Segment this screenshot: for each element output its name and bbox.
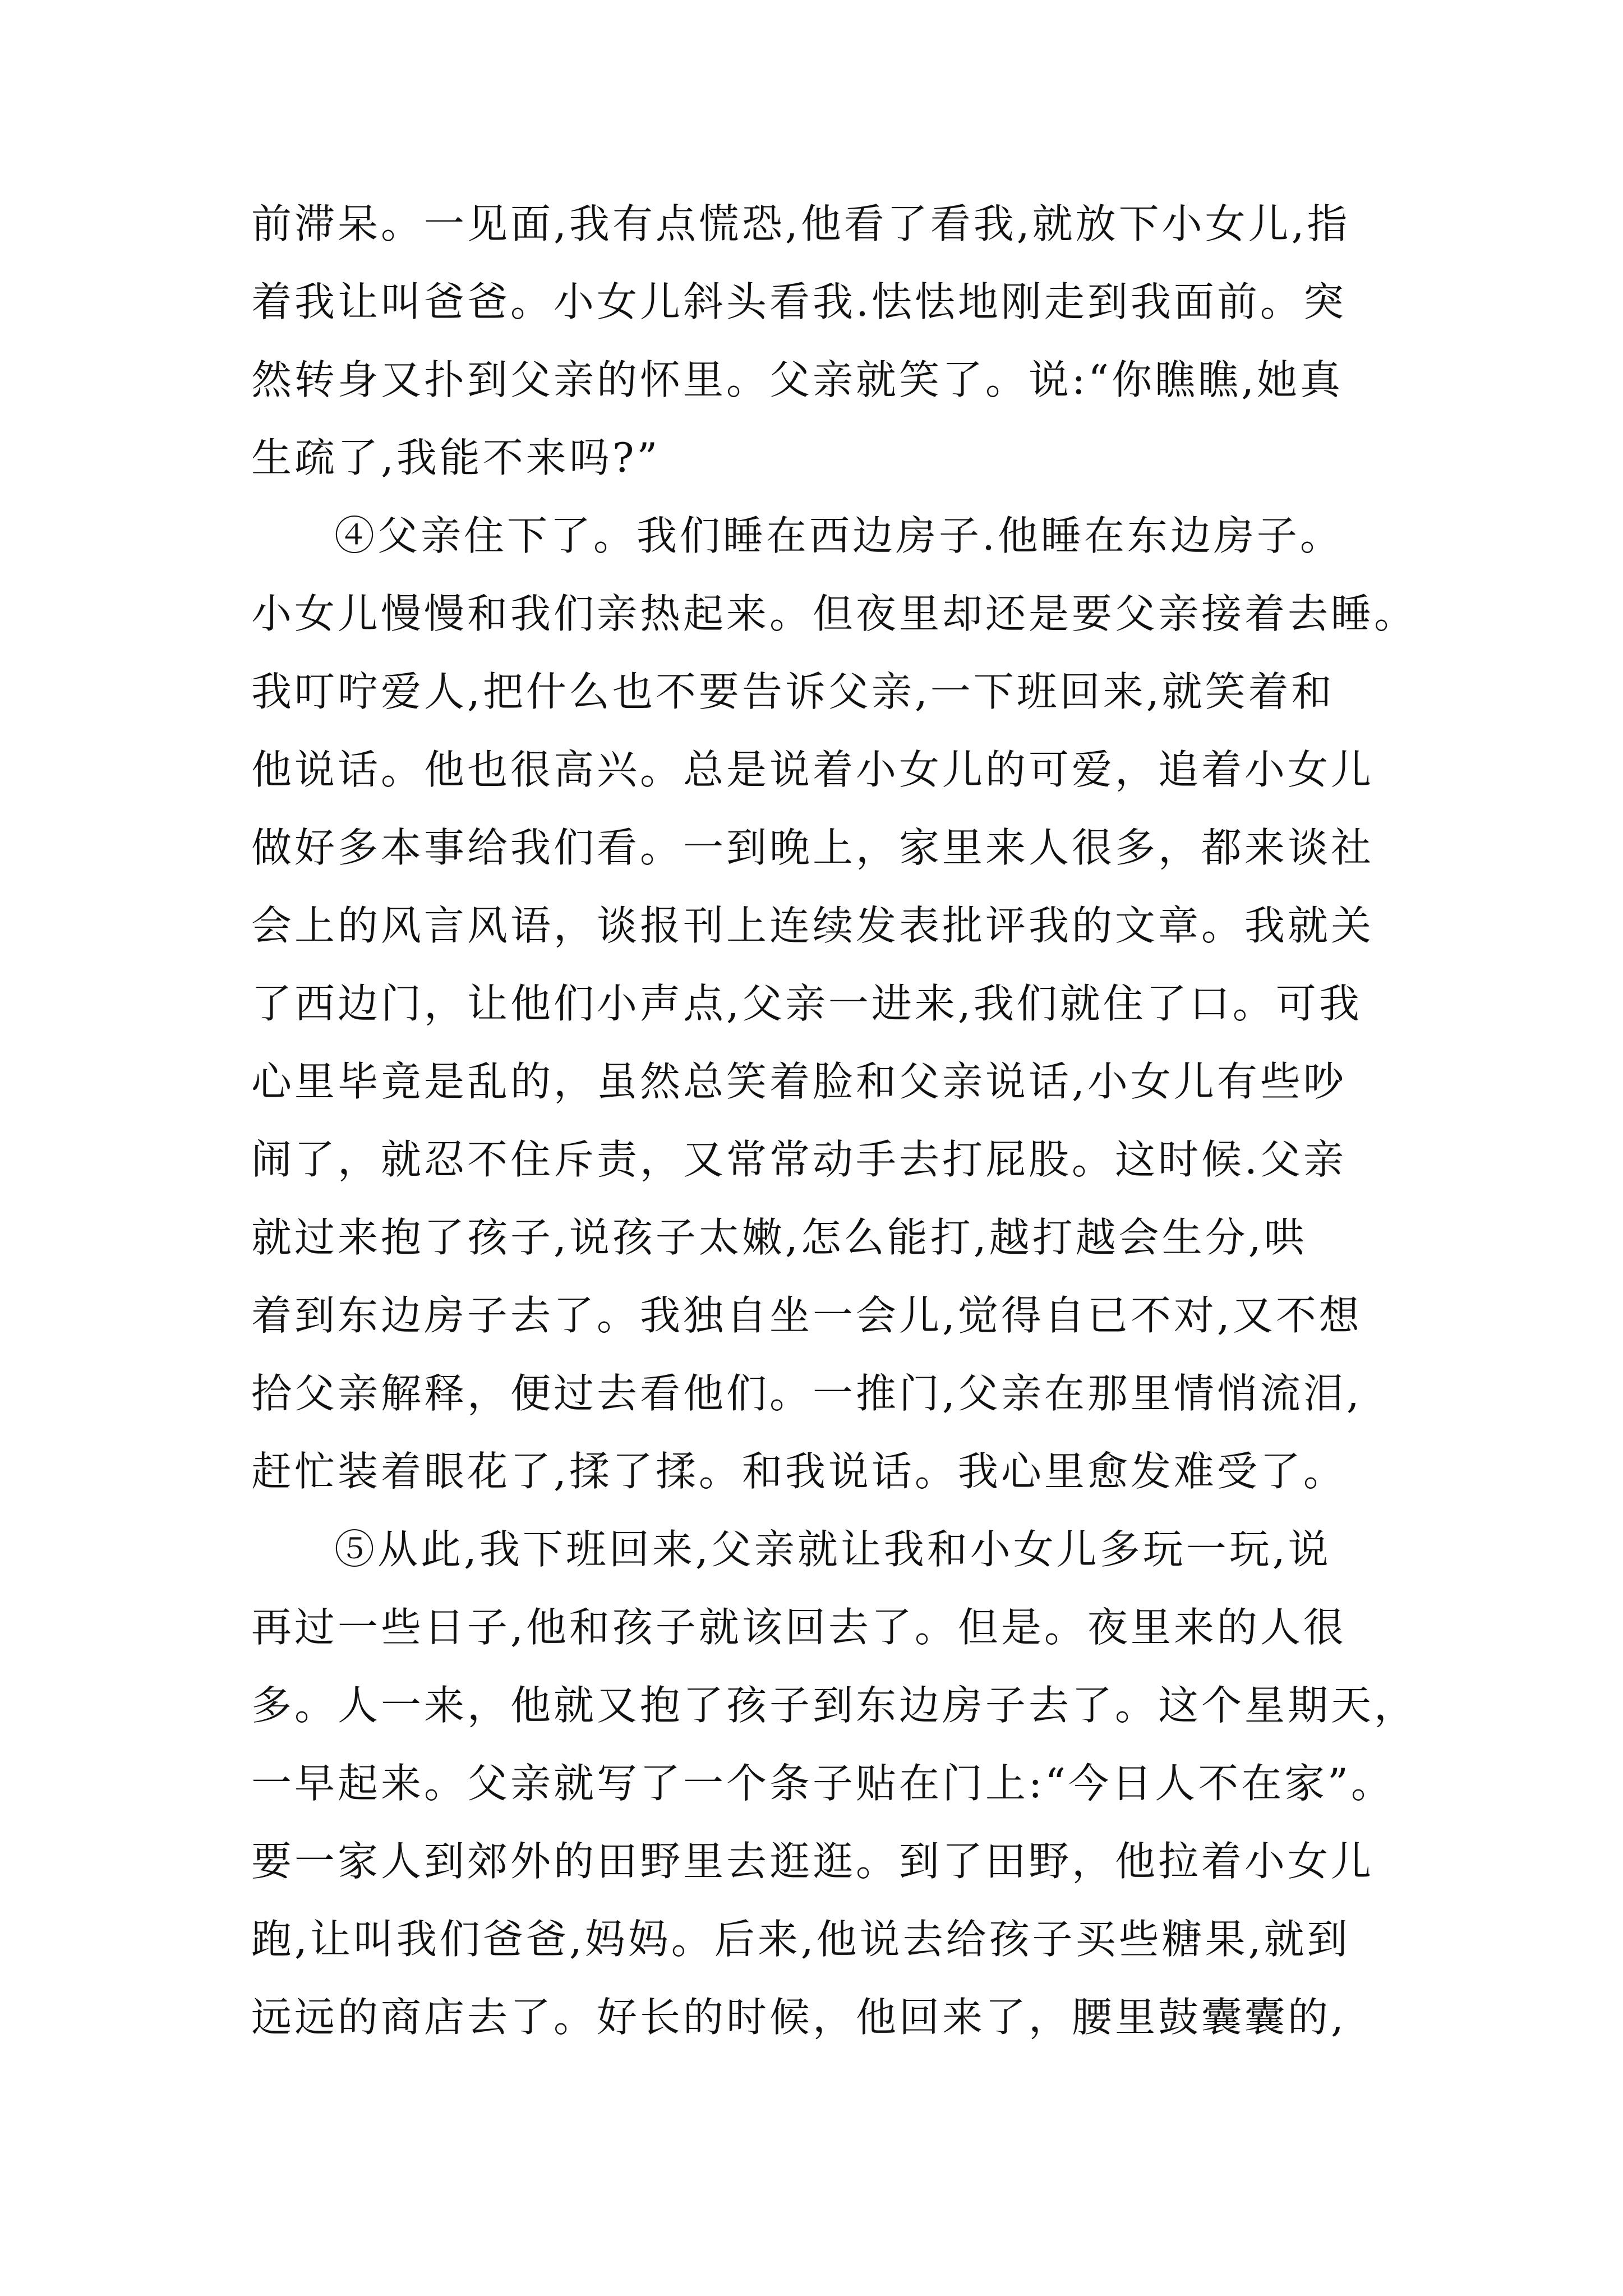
- text-line: 我叮咛爱人,把什么也不要告诉父亲,一下班回来,就笑着和: [251, 668, 1335, 715]
- text-line: 着到东边房子去了。我独自坐一会儿,觉得自已不对,又不想: [251, 1292, 1362, 1339]
- text-line: 小女儿慢慢和我们亲热起来。但夜里却还是要父亲接着去睡。: [251, 590, 1418, 637]
- text-line: 他说话。他也很高兴。总是说着小女儿的可爱，追着小女儿: [251, 746, 1375, 793]
- text-line: 跑,让叫我们爸爸,妈妈。后来,他说去给孩子买些糖果,就到: [251, 1916, 1350, 1963]
- text-line: 一早起来。父亲就写了一个条子贴在门上:“今日人不在家”。: [251, 1760, 1394, 1807]
- text-line: 闹了，就忍不住斥责，又常常动手去打屁股。这时候.父亲: [251, 1136, 1347, 1183]
- text-line: 远远的商店去了。好长的时候，他回来了，腰里鼓囊囊的,: [251, 1994, 1347, 2041]
- paragraph-4: [251, 497, 1435, 1511]
- text-line: 要一家人到郊外的田野里去逛逛。到了田野，他拉着小女儿: [251, 1838, 1375, 1885]
- text-line: 前滞呆。一见面,我有点慌恐,他看了看我,就放下小女儿,指: [251, 200, 1350, 247]
- paragraph-continuation: [251, 185, 1435, 497]
- article-body: [251, 185, 1435, 2056]
- text-line: 生疏了,我能不来吗?”: [251, 434, 661, 481]
- text-line: 心里毕竟是乱的，虽然总笑着脸和父亲说话,小女儿有些吵: [251, 1058, 1347, 1105]
- text-line: 赶忙装着眼花了,揉了揉。和我说话。我心里愈发难受了。: [251, 1448, 1347, 1495]
- text-line: 着我让叫爸爸。小女儿斜头看我.怯怯地刚走到我面前。突: [251, 278, 1347, 325]
- text-line: 就过来抱了孩子,说孩子太嫩,怎么能打,越打越会生分,哄: [251, 1214, 1307, 1261]
- text-line: 多。人一来，他就又抱了孩子到东边房子去了。这个星期天，: [251, 1682, 1418, 1729]
- text-line: ⑤从此,我下班回来,父亲就让我和小女儿多玩一玩,说: [334, 1526, 1331, 1573]
- text-line: 做好多本事给我们看。一到晚上，家里来人很多，都来谈社: [251, 824, 1375, 871]
- text-line: 会上的风言风语，谈报刊上连续发表批评我的文章。我就关: [251, 902, 1375, 949]
- text-line: ④父亲住下了。我们睡在西边房子.他睡在东边房子。: [334, 512, 1343, 559]
- text-line: 了西边门，让他们小声点,父亲一进来,我们就住了口。可我: [251, 980, 1362, 1027]
- text-line: 然转身又扑到父亲的怀里。父亲就笑了。说:“你瞧瞧,她真: [251, 356, 1343, 403]
- text-line: 再过一些日子,他和孩子就该回去了。但是。夜里来的人很: [251, 1604, 1347, 1651]
- paragraph-5: [251, 1511, 1435, 2056]
- text-line: 拾父亲解释，便过去看他们。一推门,父亲在那里情悄流泪,: [251, 1370, 1362, 1417]
